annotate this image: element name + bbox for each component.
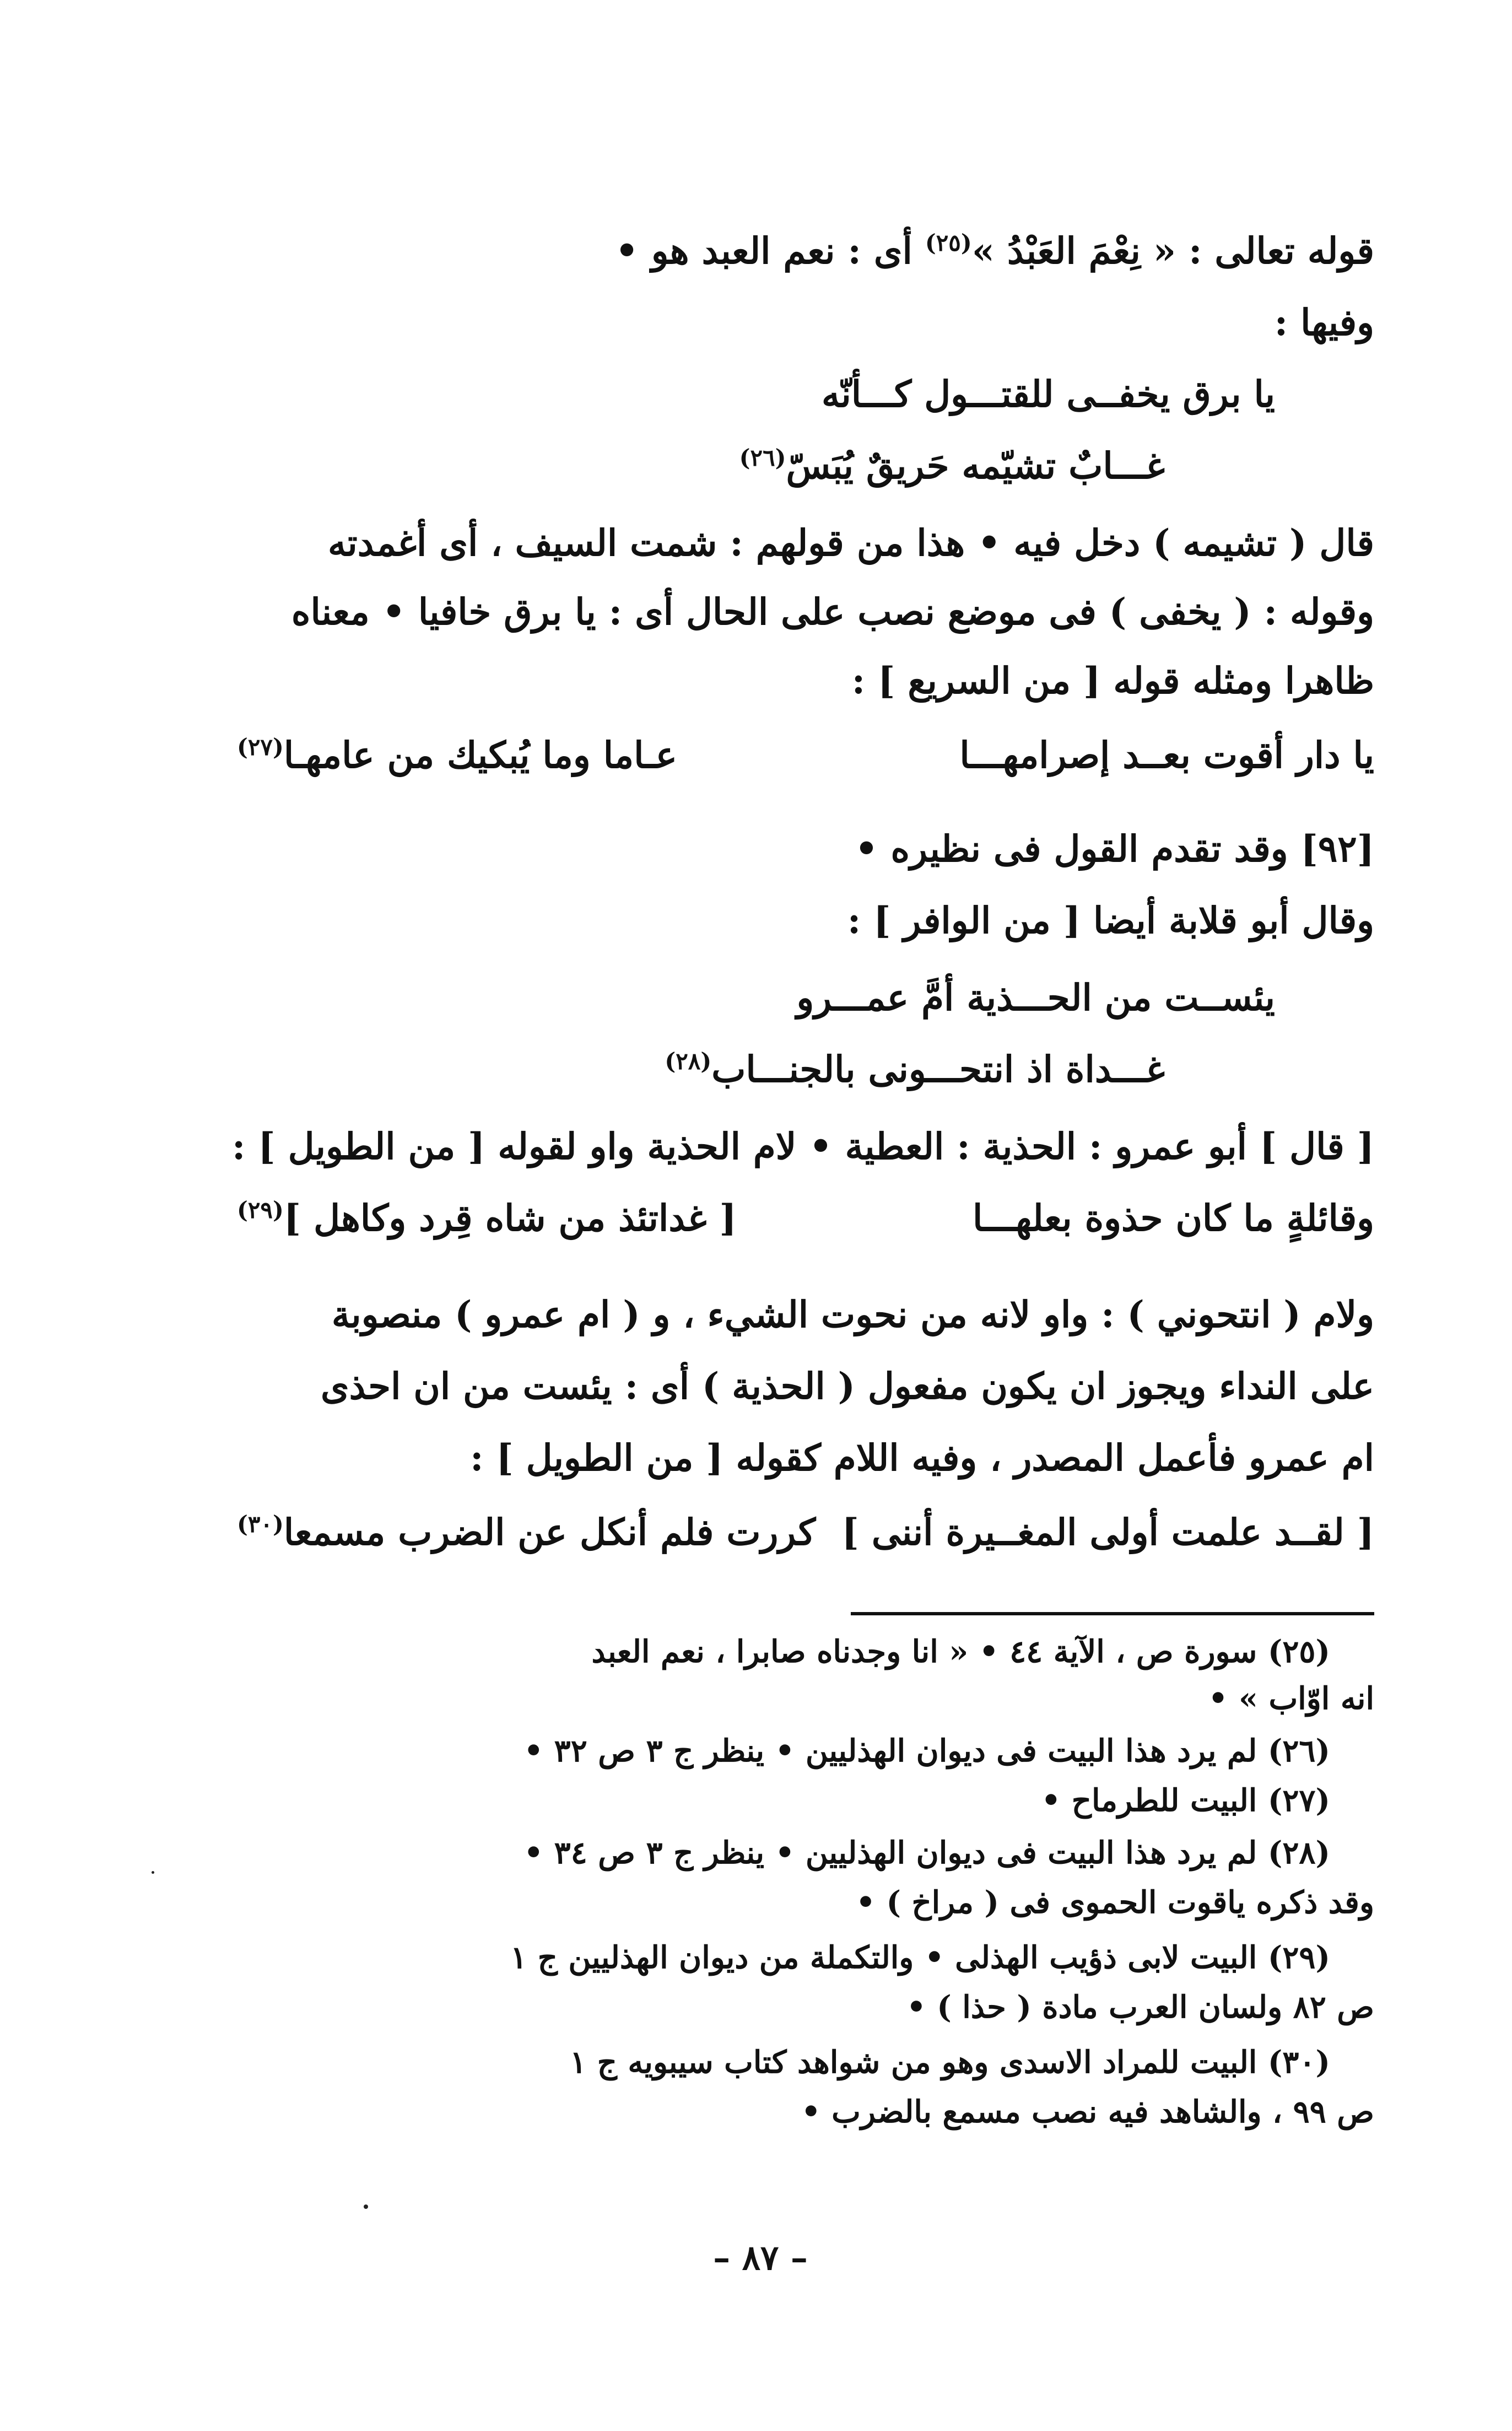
verse-hemistich-second	[237, 1190, 737, 1246]
footnote-ref: (٢٦)	[739, 444, 786, 471]
scan-speck	[152, 1871, 154, 1874]
footnote-ref: (٣٠)	[237, 1511, 284, 1538]
footnote-30: (٣٠) البيت للمراد الاسدى وهو من شواهد كتاب سيبويه ج ١	[570, 2044, 1330, 2080]
footnote-28-cont: وقد ذكره ياقوت الحموى فى ( مراخ ) •	[856, 1884, 1374, 1921]
text-line: وقال أبو قلابة أيضا [ من الوافر ] :	[847, 899, 1374, 942]
verse-line	[237, 1190, 1374, 1246]
verse-line	[237, 727, 1374, 783]
footnote-29-cont: ص ٨٢ ولسان العرب مادة ( حذا ) •	[906, 1989, 1374, 2025]
text-segment: أى : نعم العبد هو •	[615, 229, 925, 272]
text-line: وقوله : ( يخفى ) فى موضع نصب على الحال أى : يا برق خافيا • معناه	[291, 590, 1374, 633]
verse-hemistich-first: يئســت من الحـــذية أمَّ عمـــرو	[796, 976, 1275, 1019]
verse-hemistich-first: يا دار أقوت بعــد إصرامهـــا	[959, 734, 1374, 777]
footnote-25: (٢٥) سورة ص ، الآية ٤٤ • « انا وجدناه صابرا ، نعم العبد	[591, 1634, 1330, 1670]
text-line: قال ( تشيمه ) دخل فيه • هذا من قولهم : شمت السيف ، أى أغمدته	[327, 521, 1374, 564]
footnote-ref: (٢٧)	[237, 734, 284, 761]
text-line: وفيها :	[1274, 301, 1374, 344]
footnote-29: (٢٩) البيت لابى ذؤيب الهذلى • والتكملة من ديوان الهذليين ج ١	[510, 1939, 1330, 1976]
footnote-28: (٢٨) لم يرد هذا البيت فى ديوان الهذليين • ينظر ج ٣ ص ٣٤ •	[523, 1835, 1330, 1871]
verse-hemistich-second	[237, 1505, 816, 1560]
verse-text: غـــداة اذ انتحـــونى بالجنـــاب	[711, 1048, 1165, 1091]
text-line: ظاهرا ومثله قوله [ من السريع ] :	[851, 659, 1374, 702]
verse-text: عـاما وما يُبكيك من عامهـا	[283, 734, 677, 777]
footnote-25-cont: انه اوّاب » •	[1208, 1680, 1374, 1717]
footnote-27: (٢٧) البيت للطرماح •	[1041, 1782, 1330, 1819]
verse-hemistich-second	[665, 1042, 1165, 1097]
verse-hemistich-second	[739, 438, 1165, 493]
verse-text: غـــابٌ تشيّمه حَريقٌ يُبَسّ	[786, 444, 1165, 487]
verse-hemistich-first: [ لقــد علمت أولى المغــيرة أننى ]	[841, 1511, 1374, 1554]
verse-hemistich-first: وقائلةٍ ما كان حذوة بعلهـــا	[973, 1196, 1374, 1239]
text-line: ام عمرو فأعمل المصدر ، وفيه اللام كقوله [ من الطويل ] :	[470, 1436, 1374, 1479]
footnote-ref: (٢٨)	[665, 1048, 712, 1075]
verse-hemistich-second	[237, 727, 677, 783]
footnote-ref: (٢٥)	[925, 229, 972, 256]
verse-hemistich-first: يا برق يخفــى للقتـــول كـــأنّه	[821, 373, 1275, 416]
verse-line	[237, 1505, 1374, 1560]
scan-speck	[364, 2204, 368, 2209]
page-number: – ٨٧ –	[713, 2238, 808, 2278]
footnote-separator	[851, 1612, 1374, 1615]
footnote-30-cont: ص ٩٩ ، والشاهد فيه نصب مسمع بالضرب •	[801, 2094, 1374, 2130]
text-line: [٩٢] وقد تقدم القول فى نظيره •	[855, 827, 1374, 870]
text-line	[615, 223, 1374, 278]
quran-quote: قوله تعالى : « نِعْمَ العَبْدُ »	[971, 229, 1374, 272]
verse-text: كررت فلم أنكل عن الضرب مسمعا	[283, 1511, 816, 1554]
text-line: على النداء ويجوز ان يكون مفعول ( الحذية ) أى : يئست من ان احذى	[320, 1365, 1374, 1408]
footnote-ref: (٢٩)	[237, 1196, 284, 1223]
verse-text: [ غداتئذ من شاه قِرد وكاهل ]	[283, 1196, 737, 1239]
text-line: ولام ( انتحوني ) : واو لانه من نحوت الشيء ، و ( ام عمرو ) منصوبة	[331, 1293, 1374, 1336]
text-line: [ قال ] أبو عمرو : الحذية : العطية • لام الحذية واو لقوله [ من الطويل ] :	[232, 1125, 1374, 1168]
footnote-26: (٢٦) لم يرد هذا البيت فى ديوان الهذليين • ينظر ج ٣ ص ٣٢ •	[523, 1733, 1330, 1769]
